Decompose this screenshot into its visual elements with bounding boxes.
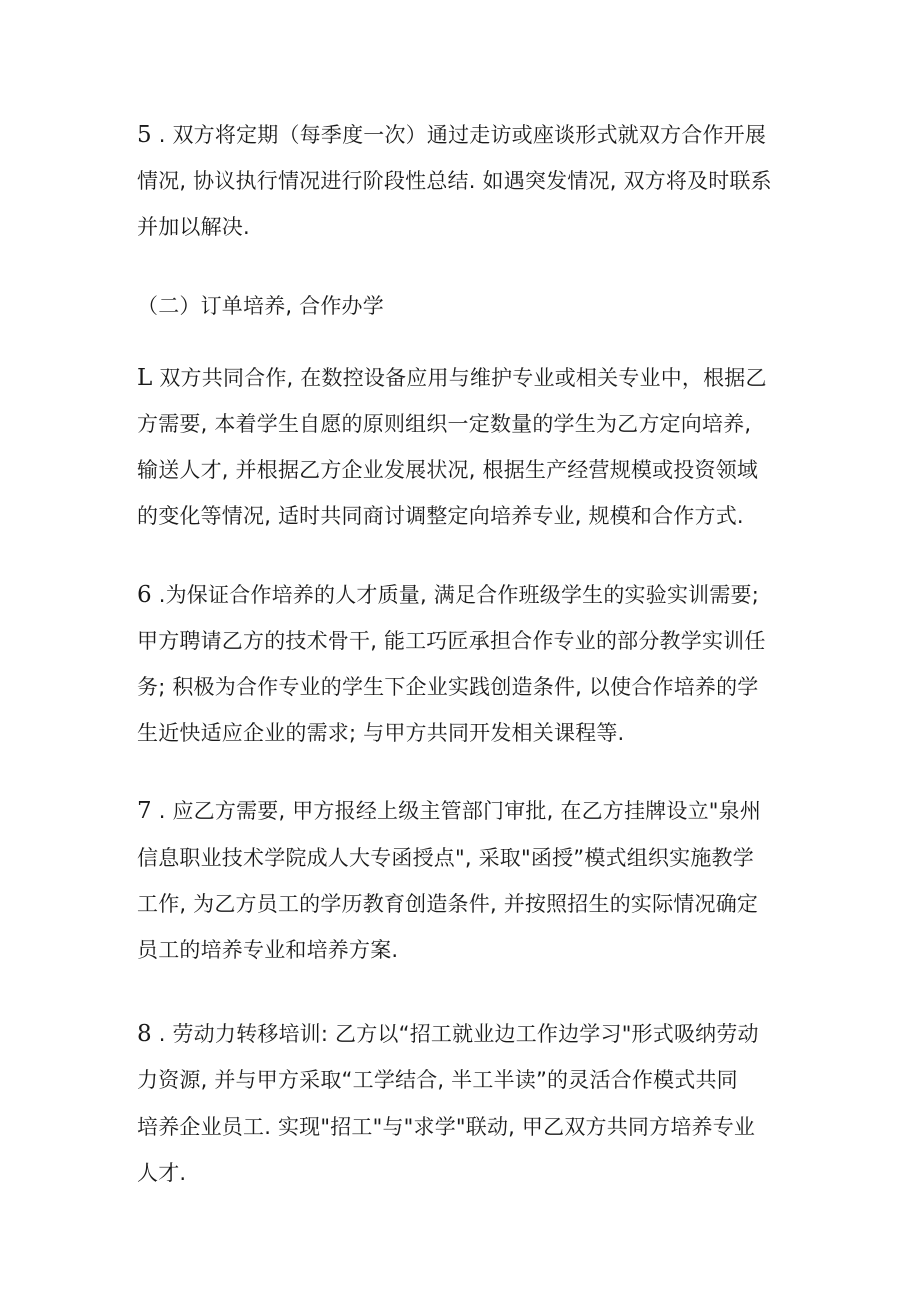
line-text: 双方共同合作, 在数控设备应用与维护专业或相关专业中，根据乙	[152, 365, 767, 390]
paragraph-line: 情况, 协议执行情况进行阶段性总结. 如遇突发情况, 双方将及时联系	[137, 169, 772, 194]
paragraph-line: 人才.	[137, 1160, 187, 1185]
item-number: 6	[137, 581, 152, 608]
document-body	[137, 112, 787, 1196]
paragraph-line	[137, 572, 787, 618]
item-number: 5	[137, 122, 152, 148]
item-number: 8	[137, 1021, 152, 1048]
line-text: .为保证合作培养的人才质量, 满足合作班级学生的实验实训需要;	[151, 582, 760, 607]
paragraph-line: 方需要, 本着学生自愿的原则组织一定数量的学生为乙方定向培养,	[137, 412, 752, 437]
paragraph-line: 信息职业技术学院成人大专函授点", 采取"函授”模式组织实施教学	[137, 845, 754, 870]
paragraph-6	[137, 572, 787, 757]
paragraph-line: 工作, 为乙方员工的学历教育创造条件, 并按照招生的实际情况确定	[137, 891, 759, 916]
paragraph-line: 务; 积极为合作专业的学生下企业实践创造条件, 以使合作培养的学	[137, 675, 759, 700]
line-text: . 双方将定期（每季度一次）通过走访或座谈形式就双方合作开展	[151, 123, 767, 147]
paragraph-7	[137, 788, 787, 973]
paragraph-line	[137, 1011, 787, 1057]
paragraph-line	[137, 112, 787, 158]
paragraph-5	[137, 112, 787, 251]
line-text: . 应乙方需要, 甲方报经上级主管部门审批, 在乙方挂牌设立"泉州	[151, 799, 762, 824]
paragraph-line	[137, 788, 787, 834]
section-heading: （二）订单培养, 合作办学	[137, 293, 384, 318]
item-number: 7	[137, 798, 152, 825]
paragraph-line	[137, 355, 787, 401]
paragraph-line: 甲方聘请乙方的技术骨干, 能工巧匠承担合作专业的部分教学实训任	[137, 628, 766, 653]
line-text: . 劳动力转移培训: 乙方以“招工就业边工作边学习"形式吸纳劳动	[151, 1022, 759, 1047]
paragraph-line: 并加以解决.	[137, 215, 250, 240]
paragraph-l	[137, 355, 787, 540]
paragraph-line: 生近快适应企业的需求; 与甲方共同开发相关课程等.	[137, 721, 625, 746]
item-number: L	[137, 364, 153, 391]
paragraph-line: 培养企业员工. 实现"招工"与"求学"联动, 甲乙双方共同方培养专业	[137, 1114, 756, 1139]
paragraph-8	[137, 1011, 787, 1196]
paragraph-line: 输送人才, 并根据乙方企业发展状况, 根据生产经营规模或投资领域	[137, 458, 759, 483]
paragraph-line: 力资源, 并与甲方采取“工学结合, 半工半读”的灵活合作模式共同	[137, 1068, 738, 1093]
paragraph-line: 员工的培养专业和培养方案.	[137, 938, 399, 963]
paragraph-line: 的变化等情况, 适时共同商讨调整定向培养专业, 规模和合作方式.	[137, 504, 744, 529]
